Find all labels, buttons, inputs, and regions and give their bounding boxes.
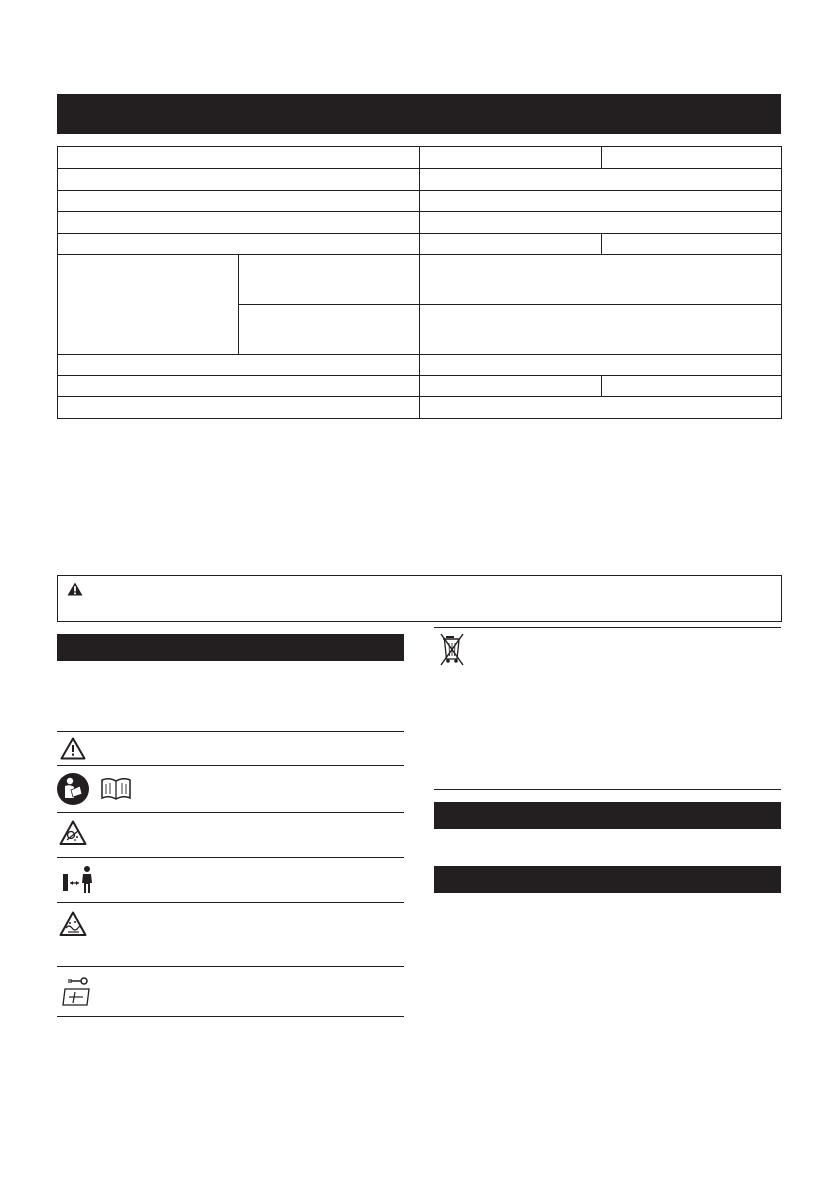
weee-bottom-rule [434,789,781,790]
hot-surface-icon [59,911,87,937]
remove-key-icon [61,973,93,1007]
right-section-header-1 [434,802,781,829]
eye-protection-icon [59,820,87,846]
read-manual-icon [56,772,90,806]
warning-box [57,575,782,622]
open-book-icon [100,777,132,801]
warning-triangle-icon [67,582,83,596]
crossed-out-wheelie-bin-icon [440,633,466,667]
keep-distance-icon [62,865,96,895]
specifications-table [57,146,782,419]
warning-triangle-icon [60,737,86,760]
weee-top-rule [434,627,781,628]
right-section-header-2 [434,866,781,893]
symbols-section-header [57,634,404,661]
page-title-bar [57,94,781,134]
